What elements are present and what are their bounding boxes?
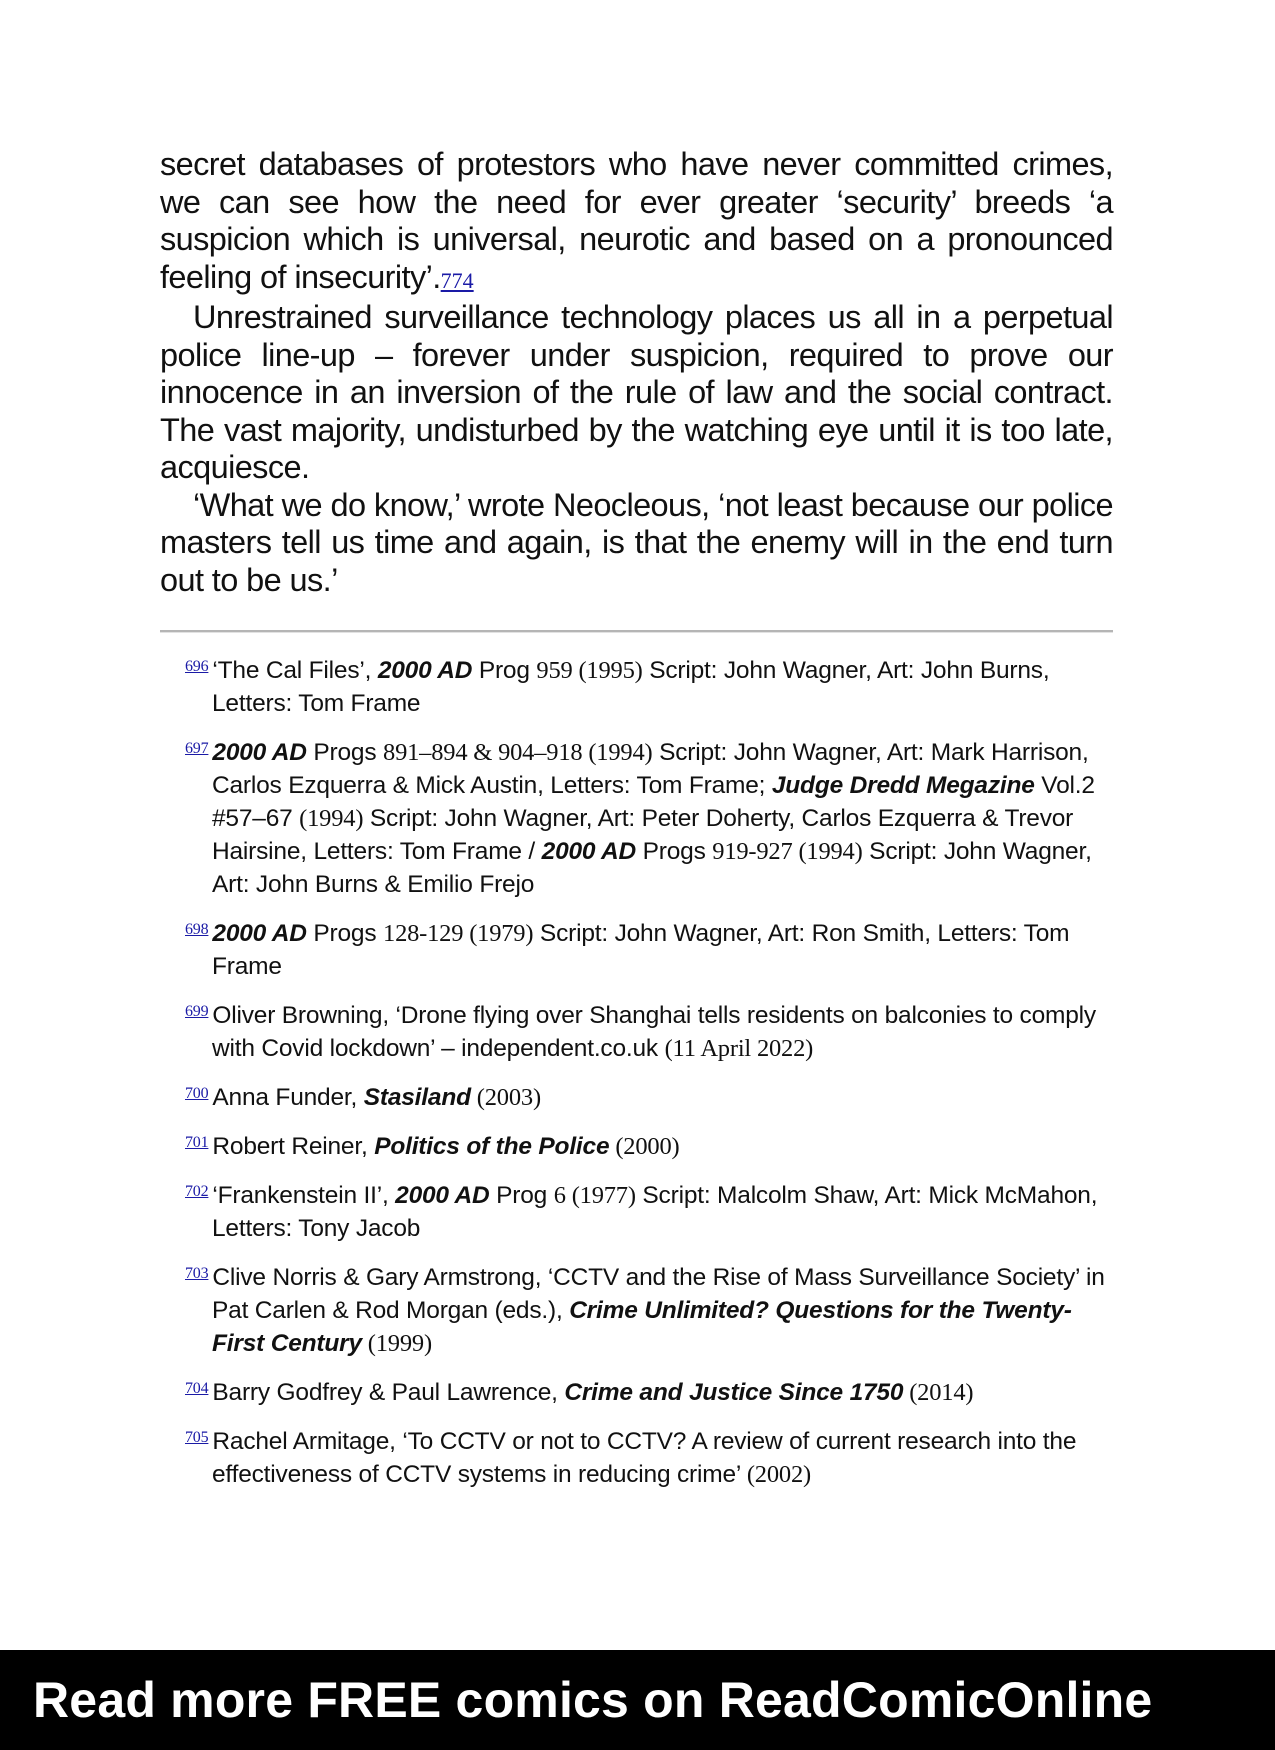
footnote-text: Script: John Wagner, Art: John Burns, Letters: Tom Frame — [212, 657, 1050, 717]
footnote-date: 959 (1995) — [536, 657, 643, 684]
paragraph-2: Unrestrained surveillance technology places us all in a perpetual police line-up – forever under suspicion, required to prove our innocence in an inversion of the rule of law and the social contract. The vast majority, undisturbed by the watching eye until it is too late, acquiesce. — [160, 299, 1113, 485]
footnote-text: Script: John Wagner, Art: Ron Smith, Letters: Tom Frame — [212, 920, 1070, 980]
footnote-text: Robert Reiner, — [212, 1133, 375, 1160]
footnote-698 — [185, 913, 1113, 983]
footnote-705 — [185, 1421, 1113, 1491]
footnote-number-link[interactable]: 705 — [185, 1429, 209, 1446]
footnote-text: Oliver Browning, ‘Drone flying over Shanghai tells residents on balconies to comply with Covid lockdown’ – independent.co.uk — [212, 1002, 1096, 1062]
promo-banner-text[interactable]: Read more FREE comics on ReadComicOnline — [33, 1672, 1153, 1728]
footnote-date: (1994) — [299, 805, 364, 832]
footnote-text: Script: John Wagner, Art: Mark Harrison, Carlos Ezquerra & Mick Austin, Letters: Tom Frame; — [212, 739, 1089, 799]
footnote-text: Prog — [489, 1182, 554, 1209]
footnote-title: 2000 AD — [212, 739, 307, 766]
footnote-number-link[interactable]: 703 — [185, 1265, 209, 1282]
footnote-title: Judge Dredd Megazine — [771, 772, 1035, 799]
footnote-date: (2000) — [609, 1133, 680, 1160]
footnote-text: Script: John Wagner, Art: John Burns & Emilio Frejo — [212, 838, 1092, 898]
footnote-ref-link[interactable]: 774 — [440, 267, 474, 293]
paragraph-3: ‘What we do know,’ wrote Neocleous, ‘not least because our police masters tell us time and again, is that the enemy will in the end turn out to be us.’ — [160, 486, 1113, 598]
footnote-text: Rachel Armitage, ‘To CCTV or not to CCTV? A review of current research into the effectiveness of CCTV systems in reducing crime’ — [212, 1428, 1077, 1488]
footnote-701 — [185, 1126, 1113, 1163]
footnote-text: Progs — [306, 920, 384, 947]
footnote-date: 6 (1977) — [553, 1182, 636, 1209]
footnote-date: (11 April 2022) — [664, 1035, 814, 1062]
body-text — [160, 146, 1113, 599]
footnote-699 — [185, 995, 1113, 1065]
footnote-703 — [185, 1257, 1113, 1360]
promo-banner[interactable] — [0, 1650, 1275, 1750]
footnote-divider — [160, 630, 1113, 632]
footnote-title: 2000 AD — [395, 1182, 490, 1209]
footnote-text: Barry Godfrey & Paul Lawrence, — [212, 1379, 565, 1406]
footnote-text: Progs — [636, 838, 713, 865]
footnote-title: 2000 AD — [541, 838, 637, 865]
footnote-title: Politics of the Police — [374, 1133, 610, 1160]
footnote-date: 891–894 & 904–918 (1994) — [383, 739, 653, 766]
footnote-text: Anna Funder, — [212, 1084, 364, 1111]
footnote-704 — [185, 1372, 1113, 1409]
footnote-text: Prog — [472, 657, 537, 684]
footnote-title: Stasiland — [363, 1084, 471, 1111]
footnote-date: (2014) — [903, 1379, 974, 1406]
footnote-title: 2000 AD — [377, 657, 473, 684]
footnote-text: Progs — [306, 739, 384, 766]
footnote-697 — [185, 732, 1113, 901]
footnote-text: Vol.2 #57–67 — [212, 772, 1095, 832]
footnote-number-link[interactable]: 698 — [185, 921, 209, 938]
footnote-696 — [185, 650, 1113, 720]
footnote-number-link[interactable]: 702 — [185, 1183, 209, 1200]
footnote-date: 128-129 (1979) — [383, 920, 534, 947]
footnote-number-link[interactable]: 697 — [185, 740, 209, 757]
footnote-date: 919-927 (1994) — [712, 838, 863, 865]
footnote-title: Crime Unlimited? Questions for the Twenty-First Century — [212, 1297, 1072, 1357]
footnote-title: 2000 AD — [212, 920, 307, 947]
footnote-date: (2002) — [746, 1461, 811, 1488]
footnote-number-link[interactable]: 699 — [185, 1003, 209, 1020]
paragraph-1 — [160, 146, 1113, 299]
footnote-text: ‘Frankenstein II’, — [212, 1182, 396, 1209]
footnote-date: (1999) — [361, 1330, 432, 1357]
footnote-number-link[interactable]: 704 — [185, 1380, 209, 1397]
footnote-702 — [185, 1175, 1113, 1245]
footnote-number-link[interactable]: 701 — [185, 1134, 209, 1151]
footnote-number-link[interactable]: 700 — [185, 1085, 209, 1102]
footnote-title: Crime and Justice Since 1750 — [564, 1379, 904, 1406]
footnote-text: Script: Malcolm Shaw, Art: Mick McMahon, Letters: Tony Jacob — [212, 1182, 1098, 1242]
footnote-date: (2003) — [470, 1084, 541, 1111]
footnote-700 — [185, 1077, 1113, 1114]
footnotes-list — [185, 650, 1113, 1503]
footnote-text: Clive Norris & Gary Armstrong, ‘CCTV and the Rise of Mass Surveillance Society’ in Pat Carlen & Rod Morgan (eds.), — [212, 1264, 1105, 1324]
paragraph-1-text: secret databases of protestors who have never committed crimes, we can see how the need for ever greater ‘security’ breeds ‘a suspicion which is universal, neurotic and based on a pronounced feeling of insecurity’. — [160, 146, 1113, 295]
footnote-number-link[interactable]: 696 — [185, 658, 209, 675]
footnote-text: ‘The Cal Files’, — [212, 657, 378, 684]
footnote-text: Script: John Wagner, Art: Peter Doherty, Carlos Ezquerra & Trevor Hairsine, Letters: Tom Frame / — [212, 805, 1074, 865]
